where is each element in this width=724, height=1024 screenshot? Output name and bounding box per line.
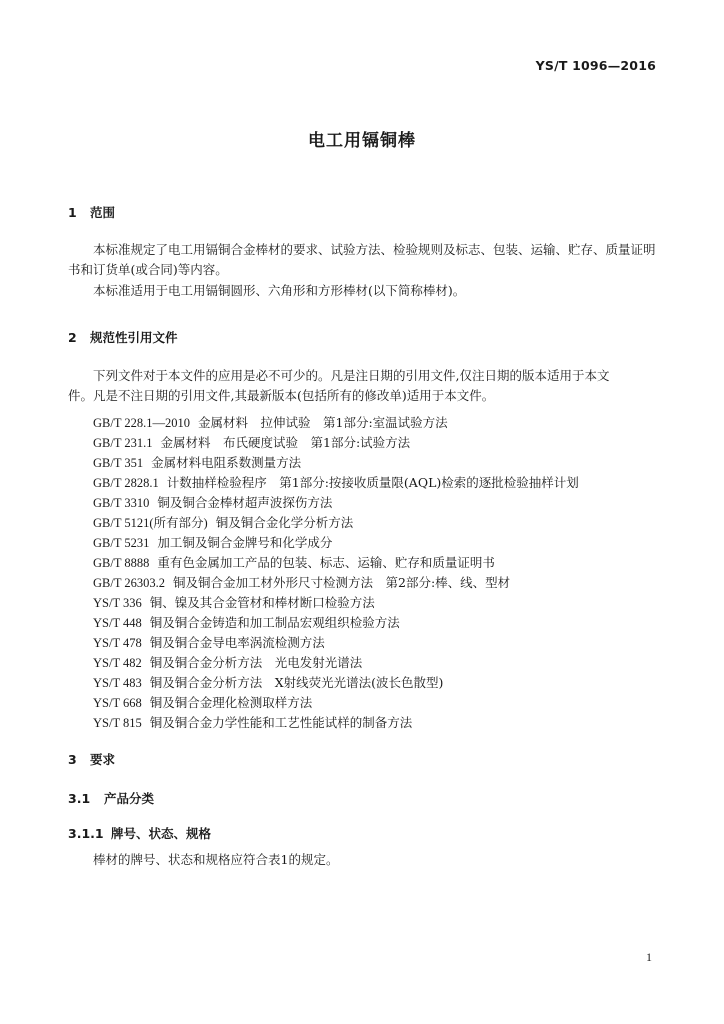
section-number: 3.1.1 [68,826,104,841]
reference-code: YS/T 668 [93,696,142,710]
page-number: 1 [646,950,652,964]
reference-code: GB/T 5121(所有部分) [93,516,208,530]
reference-item [93,633,673,653]
paragraph-line: 棒材的牌号、状态和规格应符合表1的规定。 [93,852,339,867]
reference-title: 铜及铜合金棒材超声波探伤方法 [157,495,333,510]
reference-title: 重有色金属加工产品的包装、标志、运输、贮存和质量证明书 [157,555,495,570]
reference-item [93,593,673,613]
reference-code: GB/T 351 [93,456,144,470]
reference-title: 铜及铜合金加工材外形尺寸检测方法 第2部分:棒、线、型材 [173,575,511,590]
reference-title: 铜及铜合金分析方法 光电发射光谱法 [149,655,363,670]
reference-item [93,453,673,473]
reference-item [93,573,673,593]
reference-code: YS/T 478 [93,636,142,650]
section-3-heading [68,750,115,768]
section-number: 1 [68,205,77,220]
reference-item [93,613,673,633]
reference-item [93,473,673,493]
reference-code: GB/T 8888 [93,556,150,570]
section-title: 要求 [90,752,116,767]
scope-line: 书和订货单(或合同)等内容。 [68,262,228,277]
section-number: 2 [68,330,77,345]
section-number: 3.1 [68,791,91,806]
reference-title: 铜、镍及其合金管材和棒材断口检验方法 [149,595,375,610]
reference-item [93,653,673,673]
reference-item [93,413,673,433]
section-title: 牌号、状态、规格 [111,826,212,841]
reference-code: YS/T 483 [93,676,142,690]
intro-line: 下列文件对于本文件的应用是必不可少的。凡是注日期的引用文件,仅注日期的版本适用于本文 [93,368,610,383]
reference-item [93,493,673,513]
subsection-3-1-1-heading [68,824,211,842]
reference-item [93,433,673,453]
reference-code: YS/T 448 [93,616,142,630]
section-number: 3 [68,752,77,767]
reference-title: 铜及铜合金力学性能和工艺性能试样的制备方法 [149,715,413,730]
scope-line: 本标准规定了电工用镉铜合金棒材的要求、试验方法、检验规则及标志、包装、运输、贮存、质量证明 [93,242,656,257]
reference-title: 铜及铜合金铸造和加工制品宏观组织检验方法 [149,615,400,630]
reference-item [93,673,673,693]
intro-line: 件。凡是不注日期的引用文件,其最新版本(包括所有的修改单)适用于本文件。 [68,388,495,403]
reference-item [93,693,673,713]
reference-title: 铜及铜合金导电率涡流检测方法 [149,635,325,650]
normative-references-list [93,413,673,733]
reference-item [93,553,673,573]
scope-paragraph-2 [68,281,658,301]
reference-code: YS/T 336 [93,596,142,610]
document-title: 电工用镉铜棒 [308,131,416,151]
reference-item [93,533,673,553]
reference-title: 金属材料电阻系数测量方法 [151,455,302,470]
section-title: 规范性引用文件 [90,330,178,345]
subsection-3-1-heading [68,789,154,807]
reference-title: 铜及铜合金化学分析方法 [215,515,354,530]
reference-code: GB/T 26303.2 [93,576,165,590]
section-1-heading [68,203,115,221]
reference-code: YS/T 482 [93,656,142,670]
standard-code: YS/T 1096—2016 [535,58,656,73]
reference-code: GB/T 2828.1 [93,476,159,490]
section-2-heading [68,328,178,346]
reference-code: GB/T 231.1 [93,436,153,450]
reference-code: GB/T 5231 [93,536,150,550]
classification-paragraph [68,850,658,870]
reference-title: 铜及铜合金分析方法 X射线荧光光谱法(波长色散型) [149,675,444,690]
reference-title: 加工铜及铜合金牌号和化学成分 [157,535,333,550]
references-intro [68,366,658,406]
section-title: 产品分类 [104,791,155,806]
reference-code: GB/T 3310 [93,496,150,510]
reference-title: 金属材料 布氏硬度试验 第1部分:试验方法 [160,435,411,450]
section-title: 范围 [90,205,116,220]
reference-title: 计数抽样检验程序 第1部分:按接收质量限(AQL)检索的逐批检验抽样计划 [166,475,579,490]
reference-item [93,713,673,733]
reference-code: YS/T 815 [93,716,142,730]
reference-item [93,513,673,533]
scope-paragraph-1 [68,240,658,280]
reference-title: 铜及铜合金理化检测取样方法 [149,695,313,710]
scope-line: 本标准适用于电工用镉铜圆形、六角形和方形棒材(以下简称棒材)。 [93,283,466,298]
reference-code: GB/T 228.1—2010 [93,416,190,430]
reference-title: 金属材料 拉伸试验 第1部分:室温试验方法 [198,415,448,430]
